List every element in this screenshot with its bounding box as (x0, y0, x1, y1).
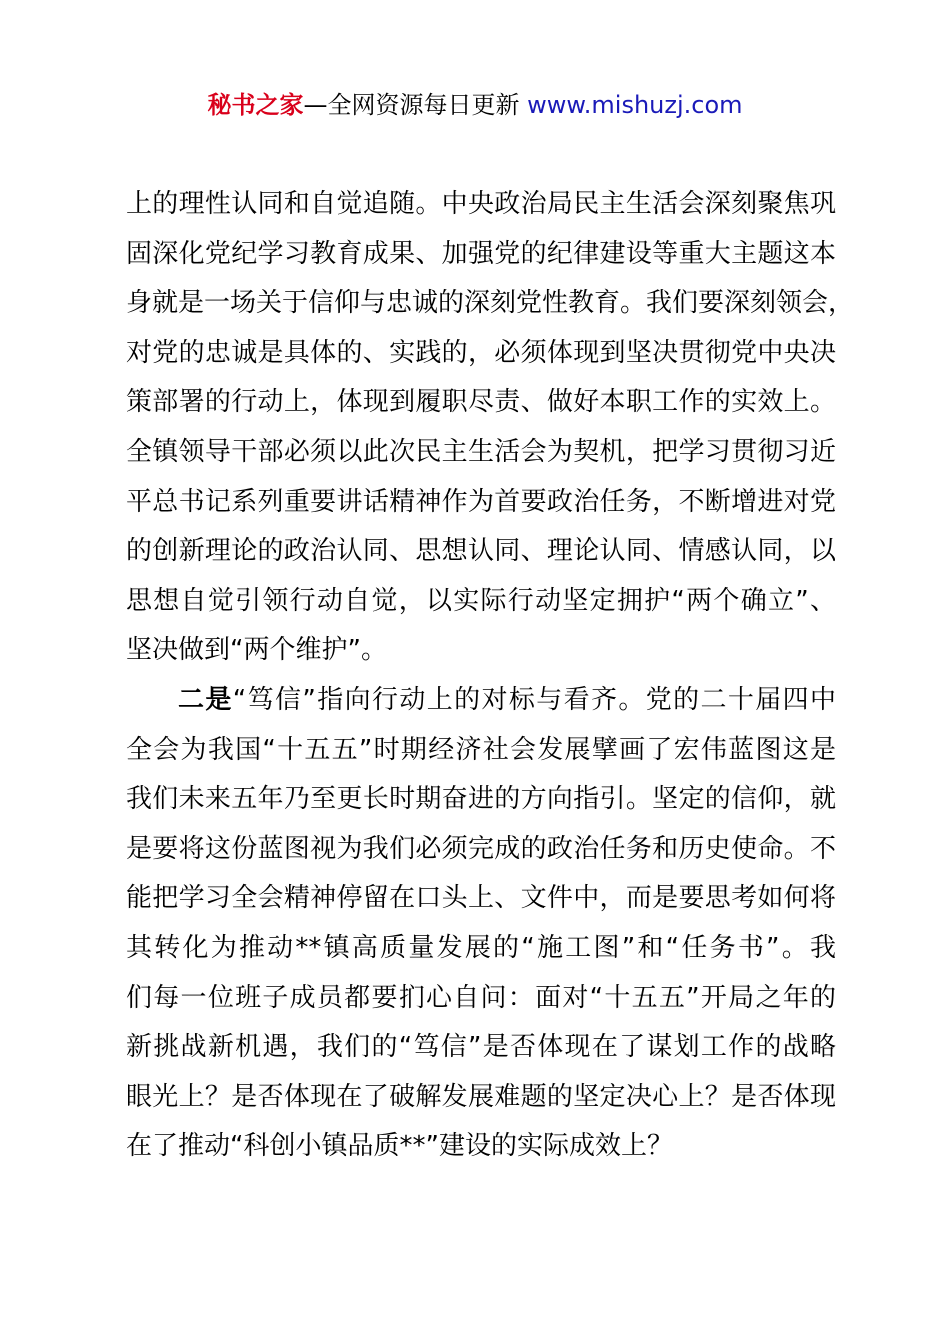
site-brand: 秘书之家 (207, 91, 304, 119)
lead-text: “笃信”指向行动上的对标与看齐。党的二十届四中 (232, 684, 836, 715)
paragraph-1 (126, 180, 855, 676)
text-line: 我们未来五年乃至更长时期奋进的方向指引。坚定的信仰，就 (126, 784, 836, 815)
text-line: 其转化为推动**镇高质量发展的“施工图”和“任务书”。我 (126, 932, 836, 963)
text-line: 坚决做到“两个维护”。 (126, 635, 387, 666)
text-line: 思想自觉引领行动自觉，以实际行动坚定拥护“两个确立”、 (126, 585, 836, 616)
text-line: 固深化党纪学习教育成果、加强党的纪律建设等重大主题这本 (126, 238, 836, 269)
text-line: 眼光上？是否体现在了破解发展难题的坚定决心上？是否体现 (126, 1081, 836, 1112)
text-line: 对党的忠诚是具体的、实践的，必须体现到坚决贯彻党中央决 (126, 337, 836, 368)
text-line: 能把学习全会精神停留在口头上、文件中，而是要思考如何将 (126, 883, 836, 914)
text-line: 平总书记系列重要讲话精神作为首要政治任务，不断增进对党 (126, 486, 836, 517)
text-line-lead (126, 676, 836, 726)
paragraph-2 (126, 676, 836, 1172)
lead-heading: 二是 (178, 684, 233, 715)
text-line: 策部署的行动上，体现到履职尽责、做好本职工作的实效上。 (126, 387, 836, 418)
text-line: 新挑战新机遇，我们的“笃信”是否体现在了谋划工作的战略 (126, 1032, 836, 1063)
text-line: 全会为我国“十五五”时期经济社会发展擘画了宏伟蓝图这是 (126, 734, 836, 765)
site-tagline: —全网资源每日更新 (303, 91, 528, 119)
text-line: 在了推动“科创小镇品质**”建设的实际成效上？ (126, 1131, 673, 1162)
text-line: 是要将这份蓝图视为我们必须完成的政治任务和历史使命。不 (126, 833, 836, 864)
text-line: 全镇领导干部必须以此次民主生活会为契机，把学习贯彻习近 (126, 436, 836, 467)
document-body (126, 180, 855, 1172)
text-line: 的创新理论的政治认同、思想认同、理论认同、情感认同，以 (126, 536, 836, 567)
text-line: 们每一位班子成员都要扪心自问：面对“十五五”开局之年的 (126, 982, 836, 1013)
text-line: 上的理性认同和自觉追随。中央政治局民主生活会深刻聚焦巩 (126, 189, 836, 219)
text-line: 身就是一场关于信仰与忠诚的深刻党性教育。我们要深刻领会， (126, 288, 855, 319)
site-url[interactable]: www.mishuzj.com (527, 91, 743, 119)
site-header (0, 88, 950, 122)
